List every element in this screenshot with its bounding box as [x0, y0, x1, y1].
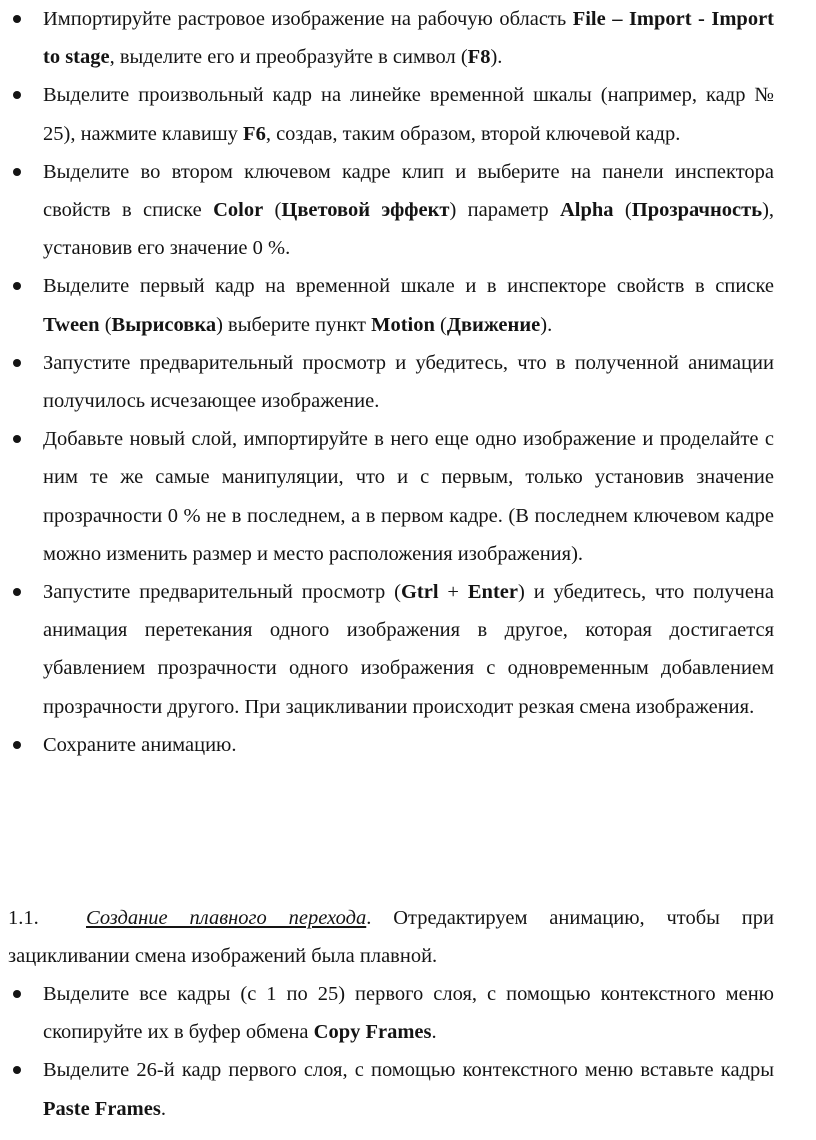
bullet-icon [13, 975, 23, 1013]
term: Вырисовка [111, 313, 217, 336]
list-item-text: Выделите все кадры (с 1 по 25) первого слоя, с помощью контекстного меню скопируйте их в буфер обмена [43, 983, 774, 1044]
section-text: . Отредактируем анимацию, чтобы при зацикливании смена изображений была плавной. [8, 907, 774, 968]
bullet-icon [13, 573, 23, 611]
bullet-icon [13, 267, 23, 305]
list-item [0, 1051, 816, 1127]
list-item-text: ( [263, 199, 282, 222]
list-item-text: , выделите его и преобразуйте в символ ( [109, 46, 468, 69]
list-item-text: . [431, 1021, 437, 1044]
bullet-icon [13, 153, 23, 191]
term: Motion [371, 313, 435, 336]
list-item-text: , создав, таким образом, второй ключевой кадр. [265, 122, 681, 145]
list-item [0, 344, 816, 420]
term: Tween [43, 313, 100, 336]
section-number: 1.1. [8, 907, 39, 929]
term: Color [213, 199, 264, 222]
list-item-text: ) и убедитесь, что получена анимация перетекания одного изображения в другое, которая достигается убавлением прозрачности одного изображения с одновременным добавлением прозрачности другого. При зацикливании происходит резкая смена изображения. [43, 581, 774, 718]
list-item-text: Выделите 26-й кадр первого слоя, с помощью контекстного меню вставьте кадры [43, 1059, 774, 1082]
list-item-text: Импортируйте растровое изображение на рабочую область [43, 8, 573, 30]
list-item-text: Запустите предварительный просмотр ( [43, 581, 401, 604]
list-item-text: Выделите первый кадр на временной шкале и в инспекторе свойств в списке [43, 275, 774, 298]
bullet-icon [13, 420, 23, 458]
term: Цветовой эффект [281, 199, 450, 222]
list-item-text: Выделите произвольный кадр на линейке временной шкалы (например, кадр № 25), нажмите клавишу [43, 84, 774, 145]
term: Движение [446, 313, 541, 336]
list-item-text: ) выберите пункт [216, 313, 372, 336]
list-item [0, 726, 816, 764]
list-item-text: ). [540, 313, 553, 336]
command-name: Paste Frames [43, 1097, 161, 1120]
bullet-icon [13, 344, 23, 382]
list-item-text: ). [490, 46, 503, 69]
bullet-icon [13, 0, 23, 38]
list-item [0, 267, 816, 343]
term: Прозрачность [631, 199, 763, 222]
command-name: Copy Frames [313, 1021, 432, 1044]
list-item [0, 975, 816, 1051]
section-heading-paragraph [8, 899, 774, 975]
instruction-list-2 [0, 975, 816, 1128]
section-title: Создание плавного перехода [86, 907, 367, 929]
bullet-icon [13, 726, 23, 764]
list-item-text: Добавьте новый слой, импортируйте в него еще одно изображение и проделайте с ним те же самые манипуляции, что и с первым, только установив значение прозрачности 0 % не в последнем, а в первом кадре. (В последнем ключевом кадре можно изменить размер и место расположения изображения). [43, 428, 774, 565]
list-item-text: ( [613, 199, 632, 222]
list-item [0, 420, 816, 573]
list-item-text: . [160, 1097, 166, 1120]
list-item [0, 573, 816, 726]
key-name: F8 [467, 46, 491, 69]
list-item-text: Сохраните анимацию. [43, 733, 237, 756]
list-item [0, 76, 816, 152]
menu-path: File – Import - Import to stage [43, 8, 774, 69]
list-item-text: ( [434, 313, 447, 336]
term: Alpha [560, 199, 614, 222]
list-item-text: Запустите предварительный просмотр и убедитесь, что в полученной анимации получилось исчезающее изображение. [43, 351, 774, 413]
list-item-text: ( [99, 313, 112, 336]
list-item-text: Выделите во втором ключевом кадре клип и выберите на панели инспектора свойств в списке [43, 160, 774, 222]
list-item [0, 153, 816, 268]
list-item-text: ), установив его значение 0 %. [43, 199, 775, 260]
key-name: F6 [243, 122, 266, 145]
bullet-icon [13, 1051, 23, 1089]
list-item-text: ) параметр [449, 199, 560, 222]
list-item-text: + [438, 581, 468, 604]
list-item [0, 0, 816, 76]
key-name: Enter [467, 581, 518, 604]
bullet-icon [13, 76, 23, 114]
key-name: Gtrl [400, 581, 439, 604]
